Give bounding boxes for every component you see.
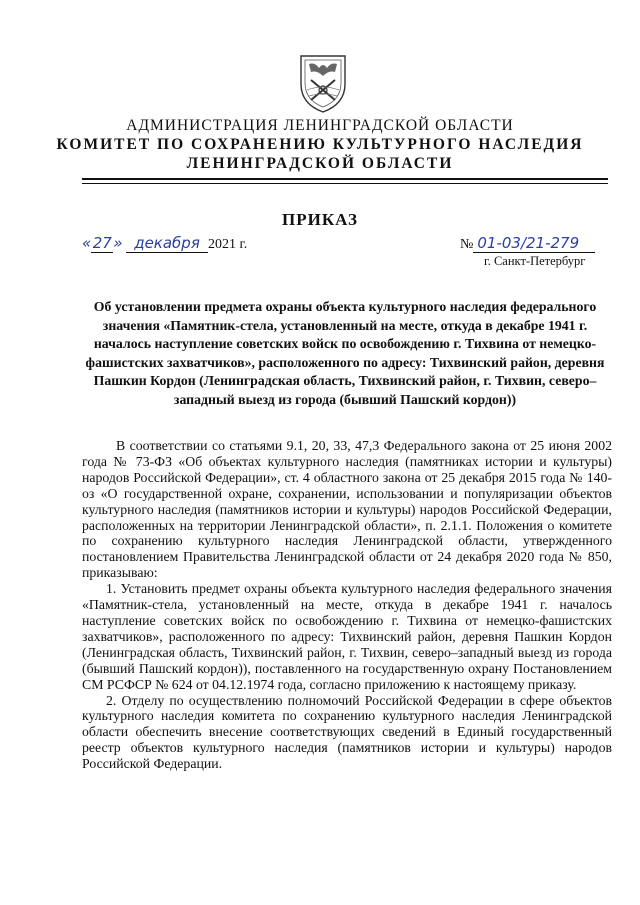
number-value: 01-03/21-279 (473, 234, 595, 253)
body-paragraph: В соответствии со статьями 9.1, 20, 33, 47,3 Федерального закона от 25 июня 2002 года № 73-ФЗ «Об объектах культурного наследия (памятниках истории и культуры) народов Российской Федерации», ст. 4 областного закона от 25 декабря 2015 года № 140-оз «О государственной охране, сохранении, использовании и популяризации объектов культурного наследия (памятников истории и культуры) народов Российской Федерации, расположенных на территории Ленинградской области», п. 2.1.1. Положения о комитете по сохранению культурного наследия Ленинградской области, утвержденного постановлением Правительства Ленинградской области от 24 декабря 2020 года № 850, приказываю: (82, 438, 612, 581)
document-body (82, 438, 612, 772)
document-number (460, 234, 595, 253)
date-open-quote: « (82, 234, 92, 252)
body-paragraph: 1. Установить предмет охраны объекта культурного наследия федерального значения «Памятник-стела, установленный на месте, откуда в декабре 1941 г. началось наступление советских войск по освобождению г. Тихвина от немецко-фашистских захватчиков», расположенного по адресу: Тихвинский район, деревня Пашкин Кордон (Ленинградская область, Тихвинский район, г. Тихвин, северо–западный выезд из города (бывший Пашский кордон)), поставленного на государственную охрану Постановлением СМ РСФСР № 624 от 04.12.1974 года, согласно приложению к настоящему приказу. (82, 581, 612, 692)
header-rule-thick (82, 178, 608, 180)
document-title: Об установлении предмета охраны объекта культурного наследия федерального значения «Памятник-стела, установленный на месте, откуда в декабре 1941 г. началось наступление советских войск по освобождению г. Тихвина от немецко-фашистских захватчиков», расположенного по адресу: Тихвинский район, деревня Пашкин Кордон (Ленинградская область, Тихвинский район, г. Тихвин, северо–западный выезд из города (бывший Пашский кордон)) (85, 299, 605, 407)
date-close-quote: » (113, 234, 123, 252)
org-name-line-2: КОМИТЕТ ПО СОХРАНЕНИЮ КУЛЬТУРНОГО НАСЛЕДИЯ (56, 136, 584, 153)
date-year: 2021 г. (208, 237, 248, 252)
org-name-line-1: АДМИНИСТРАЦИЯ ЛЕНИНГРАДСКОЙ ОБЛАСТИ (126, 117, 514, 134)
number-label: № (460, 237, 474, 252)
document-date (82, 234, 247, 253)
date-month: декабря (126, 234, 208, 253)
document-type: ПРИКАЗ (282, 210, 358, 229)
coat-of-arms-icon (295, 50, 351, 114)
header-rule-thin (82, 183, 608, 184)
date-day: 27 (92, 234, 112, 252)
document-city: г. Санкт-Петербург (484, 254, 586, 268)
body-paragraph: 2. Отделу по осуществлению полномочий Российской Федерации в сфере объектов культурного наследия комитета по сохранению культурного наследия Ленинградской области обеспечить внесение соответствующих сведений в Единый государственный реестр объектов культурного наследия (памятников истории и культуры) народов Российской Федерации. (82, 692, 612, 772)
org-name-line-3: ЛЕНИНГРАДСКОЙ ОБЛАСТИ (186, 155, 454, 172)
